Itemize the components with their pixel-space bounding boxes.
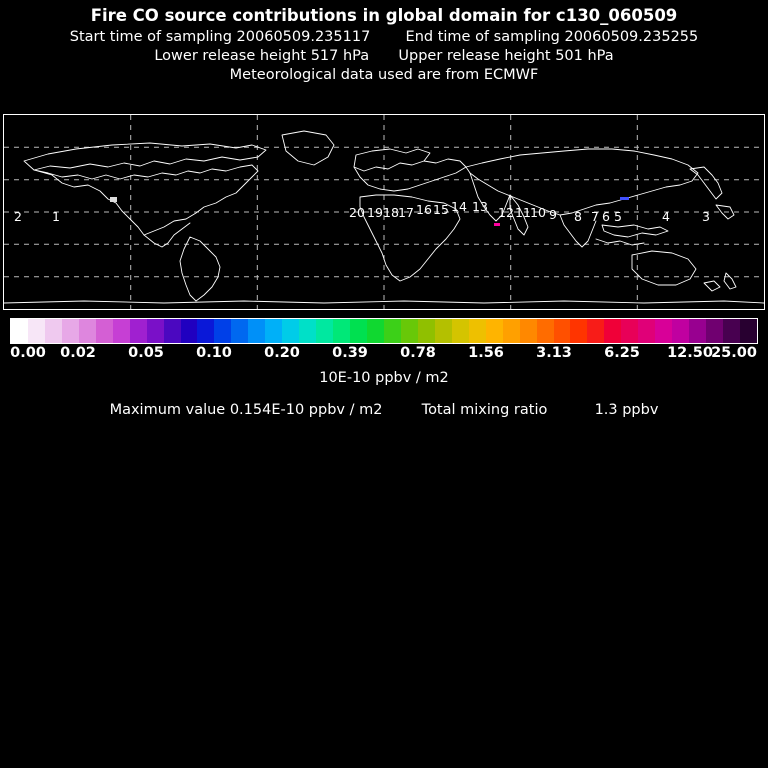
trajectory-number: 9 (549, 207, 557, 222)
colorbar-cell (689, 319, 706, 343)
colorbar-cell (164, 319, 181, 343)
trajectory-number: 7 (591, 209, 599, 224)
colorbar-cell (621, 319, 638, 343)
colorbar-cell (79, 319, 96, 343)
trajectory-number: 12 (498, 205, 514, 220)
total-mixing-ratio-value: 1.3 ppbv (594, 402, 659, 418)
figure-header (0, 0, 768, 83)
upper-release-height-label: Upper release height 501 hPa (398, 48, 614, 64)
colorbar-cell (418, 319, 435, 343)
colorbar-cell (181, 319, 198, 343)
colorbar-cell (231, 319, 248, 343)
lower-release-height-label: Lower release height 517 hPa (154, 48, 370, 64)
colorbar-cell (197, 319, 214, 343)
colorbar-cell (469, 319, 486, 343)
colorbar-cell (554, 319, 571, 343)
colorbar-cell (570, 319, 587, 343)
sampling-times (0, 29, 768, 45)
colorbar-cell (316, 319, 333, 343)
colorbar-cell (672, 319, 689, 343)
colorbar-cell (503, 319, 520, 343)
colorbar-tick-label: 0.02 (60, 345, 96, 361)
colorbar-cell (299, 319, 316, 343)
colorbar-cell (62, 319, 79, 343)
colorbar-cell (11, 319, 28, 343)
maximum-value-label: Maximum value 0.154E-10 ppbv / m2 (109, 402, 383, 418)
trajectory-number: 15 (433, 202, 449, 217)
colorbar-cell (333, 319, 350, 343)
colorbar-cell (706, 319, 723, 343)
colorbar-tick-label: 0.00 (10, 345, 46, 361)
total-mixing-ratio-label: Total mixing ratio (421, 402, 548, 418)
colorbar-tick-label: 0.39 (332, 345, 368, 361)
colorbar-tick-label: 0.78 (400, 345, 436, 361)
trajectory-number: 16 (416, 202, 432, 217)
colorbar-cell (130, 319, 147, 343)
colorbar-cell (45, 319, 62, 343)
page-title: Fire CO source contributions in global domain for c130_060509 (90, 6, 678, 25)
colorbar-cell (214, 319, 231, 343)
release-heights (0, 48, 768, 64)
trajectory-number: 18 (383, 205, 399, 220)
trajectory-number: 10 (530, 205, 546, 220)
colorbar-cell (486, 319, 503, 343)
colorbar-cell (265, 319, 282, 343)
colorbar-cell (452, 319, 469, 343)
colorbar-cell (367, 319, 384, 343)
trajectory-number: 5 (614, 209, 622, 224)
trajectory-number: 13 (472, 199, 488, 214)
trajectory-number: 20 (349, 205, 365, 220)
colorbar-cell (248, 319, 265, 343)
colorbar (10, 318, 758, 344)
met-source-label: Meteorological data used are from ECMWF (229, 67, 539, 83)
trajectory-number: 1 (52, 209, 60, 224)
trajectory-number: 3 (702, 209, 710, 224)
colorbar-tick-label: 3.13 (536, 345, 572, 361)
colorbar-cell (350, 319, 367, 343)
colorbar-cell (740, 319, 757, 343)
map-panel (3, 114, 765, 310)
colorbar-cell (655, 319, 672, 343)
colorbar-cell (28, 319, 45, 343)
trajectory-number: 17 (398, 205, 414, 220)
colorbar-tick-label: 1.56 (468, 345, 504, 361)
colorbar-cell (401, 319, 418, 343)
trajectory-number: 11 (515, 205, 531, 220)
trajectory-number: 19 (367, 205, 383, 220)
colorbar-ticks (0, 345, 768, 363)
colorbar-cell (587, 319, 604, 343)
trajectory-number: 14 (451, 199, 467, 214)
colorbar-cell (113, 319, 130, 343)
colorbar-unit-label: 10E-10 ppbv / m2 (319, 370, 449, 386)
colorbar-cell (435, 319, 452, 343)
trajectory-number: 6 (602, 209, 610, 224)
colorbar-tick-label: 0.05 (128, 345, 164, 361)
colorbar-cell (604, 319, 621, 343)
colorbar-tick-label: 12.50 (667, 345, 713, 361)
colorbar-cell (520, 319, 537, 343)
colorbar-tick-label: 0.20 (264, 345, 300, 361)
start-time-label: Start time of sampling 20060509.235117 (69, 29, 371, 45)
colorbar-cell (638, 319, 655, 343)
colorbar-cell (96, 319, 113, 343)
trajectory-number: 8 (574, 209, 582, 224)
colorbar-cell (723, 319, 740, 343)
colorbar-cell (537, 319, 554, 343)
colorbar-tick-label: 6.25 (604, 345, 640, 361)
colorbar-cell (147, 319, 164, 343)
colorbar-cell (282, 319, 299, 343)
end-time-label: End time of sampling 20060509.235255 (405, 29, 699, 45)
trajectory-number: 4 (662, 209, 670, 224)
colorbar-tick-label: 0.10 (196, 345, 232, 361)
colorbar-tick-label: 25.00 (711, 345, 757, 361)
trajectory-number: 2 (14, 209, 22, 224)
colorbar-cell (384, 319, 401, 343)
figure-footer (0, 402, 768, 418)
